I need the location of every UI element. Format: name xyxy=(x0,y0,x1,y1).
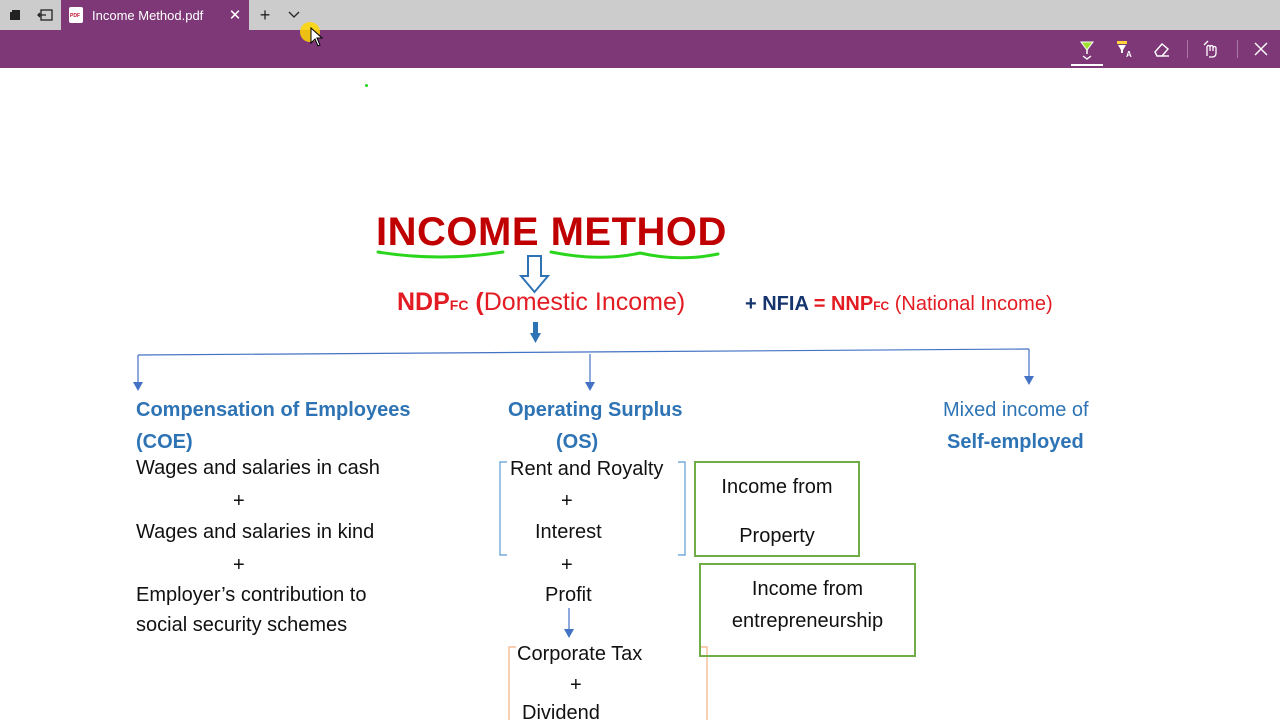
nnp-label: NNP xyxy=(830,293,874,315)
svg-text:A: A xyxy=(1126,50,1132,59)
nnp-subscript: FC xyxy=(873,299,890,313)
plus-sign: + xyxy=(233,490,245,512)
coe-item: social security schemes xyxy=(136,614,348,636)
income-from-entrepreneurship-box xyxy=(699,563,916,657)
dividend-text: Dividend xyxy=(522,702,600,724)
bracket-orange-left xyxy=(509,647,516,720)
bracket-left xyxy=(500,462,507,555)
plus-sign: + xyxy=(233,554,245,576)
arrow-head xyxy=(564,629,574,638)
mixed-income-line1: Mixed income of xyxy=(943,399,1089,421)
page-title: INCOME METHOD xyxy=(376,210,727,254)
branch-line xyxy=(138,349,1029,355)
os-heading-line1: Operating Surplus xyxy=(508,399,683,421)
national-income-text: (National Income) xyxy=(889,293,1053,315)
coe-item: Wages and salaries in kind xyxy=(136,521,375,543)
plus-sign: + xyxy=(561,554,573,576)
os-item-profit: Profit xyxy=(545,584,592,606)
os-heading xyxy=(508,394,682,458)
box-line: Income from xyxy=(721,476,833,498)
os-heading-line2: (OS) xyxy=(556,431,599,453)
mouse-cursor-icon xyxy=(310,27,324,47)
coe-heading-line2: (COE) xyxy=(136,431,193,453)
ink-underline xyxy=(551,252,718,258)
arrow-head xyxy=(585,382,595,391)
bracket-right xyxy=(678,462,685,555)
ndp-heading xyxy=(397,288,685,317)
box-line: Income from xyxy=(751,578,864,600)
equals-sign: = xyxy=(813,293,831,315)
os-item-rent: Rent and Royalty xyxy=(510,458,664,480)
tab-title: Income Method.pdf xyxy=(92,7,204,23)
close-tab-icon[interactable]: ✕ xyxy=(228,7,242,24)
box-line: Property xyxy=(739,525,815,547)
coe-heading-line1: Compensation of Employees xyxy=(136,399,411,421)
ndp-subscript: FC xyxy=(449,297,469,313)
mixed-income-line2: Self-employed xyxy=(947,431,1084,453)
plus-sign: + xyxy=(570,674,582,696)
bracket-orange-right xyxy=(700,647,707,720)
coe-heading xyxy=(136,394,411,458)
income-from-property-box xyxy=(694,461,860,557)
hollow-down-arrow xyxy=(521,256,548,292)
corporate-tax-text: Corporate Tax xyxy=(517,643,643,665)
os-item-interest: Interest xyxy=(535,521,602,543)
plus-sign: + xyxy=(561,490,573,512)
new-tab-icon[interactable]: + xyxy=(259,4,271,25)
paren-open: ( xyxy=(468,288,484,316)
mixed-income-heading xyxy=(943,394,1089,458)
coe-item: Employer’s contribution to xyxy=(136,584,367,606)
ink-underline xyxy=(378,252,503,257)
solid-down-arrow xyxy=(530,322,541,343)
nfia-text: + NFIA xyxy=(745,293,814,315)
arrow-head xyxy=(133,382,143,391)
ndp-label: NDP xyxy=(397,288,450,316)
paren-close: ) xyxy=(676,288,686,316)
arrow-head xyxy=(1024,376,1034,385)
box-line: entrepreneurship xyxy=(731,610,884,632)
domestic-income-text: Domestic Income xyxy=(483,288,677,316)
nnp-equation xyxy=(745,293,1053,316)
coe-item: Wages and salaries in cash xyxy=(136,457,380,479)
